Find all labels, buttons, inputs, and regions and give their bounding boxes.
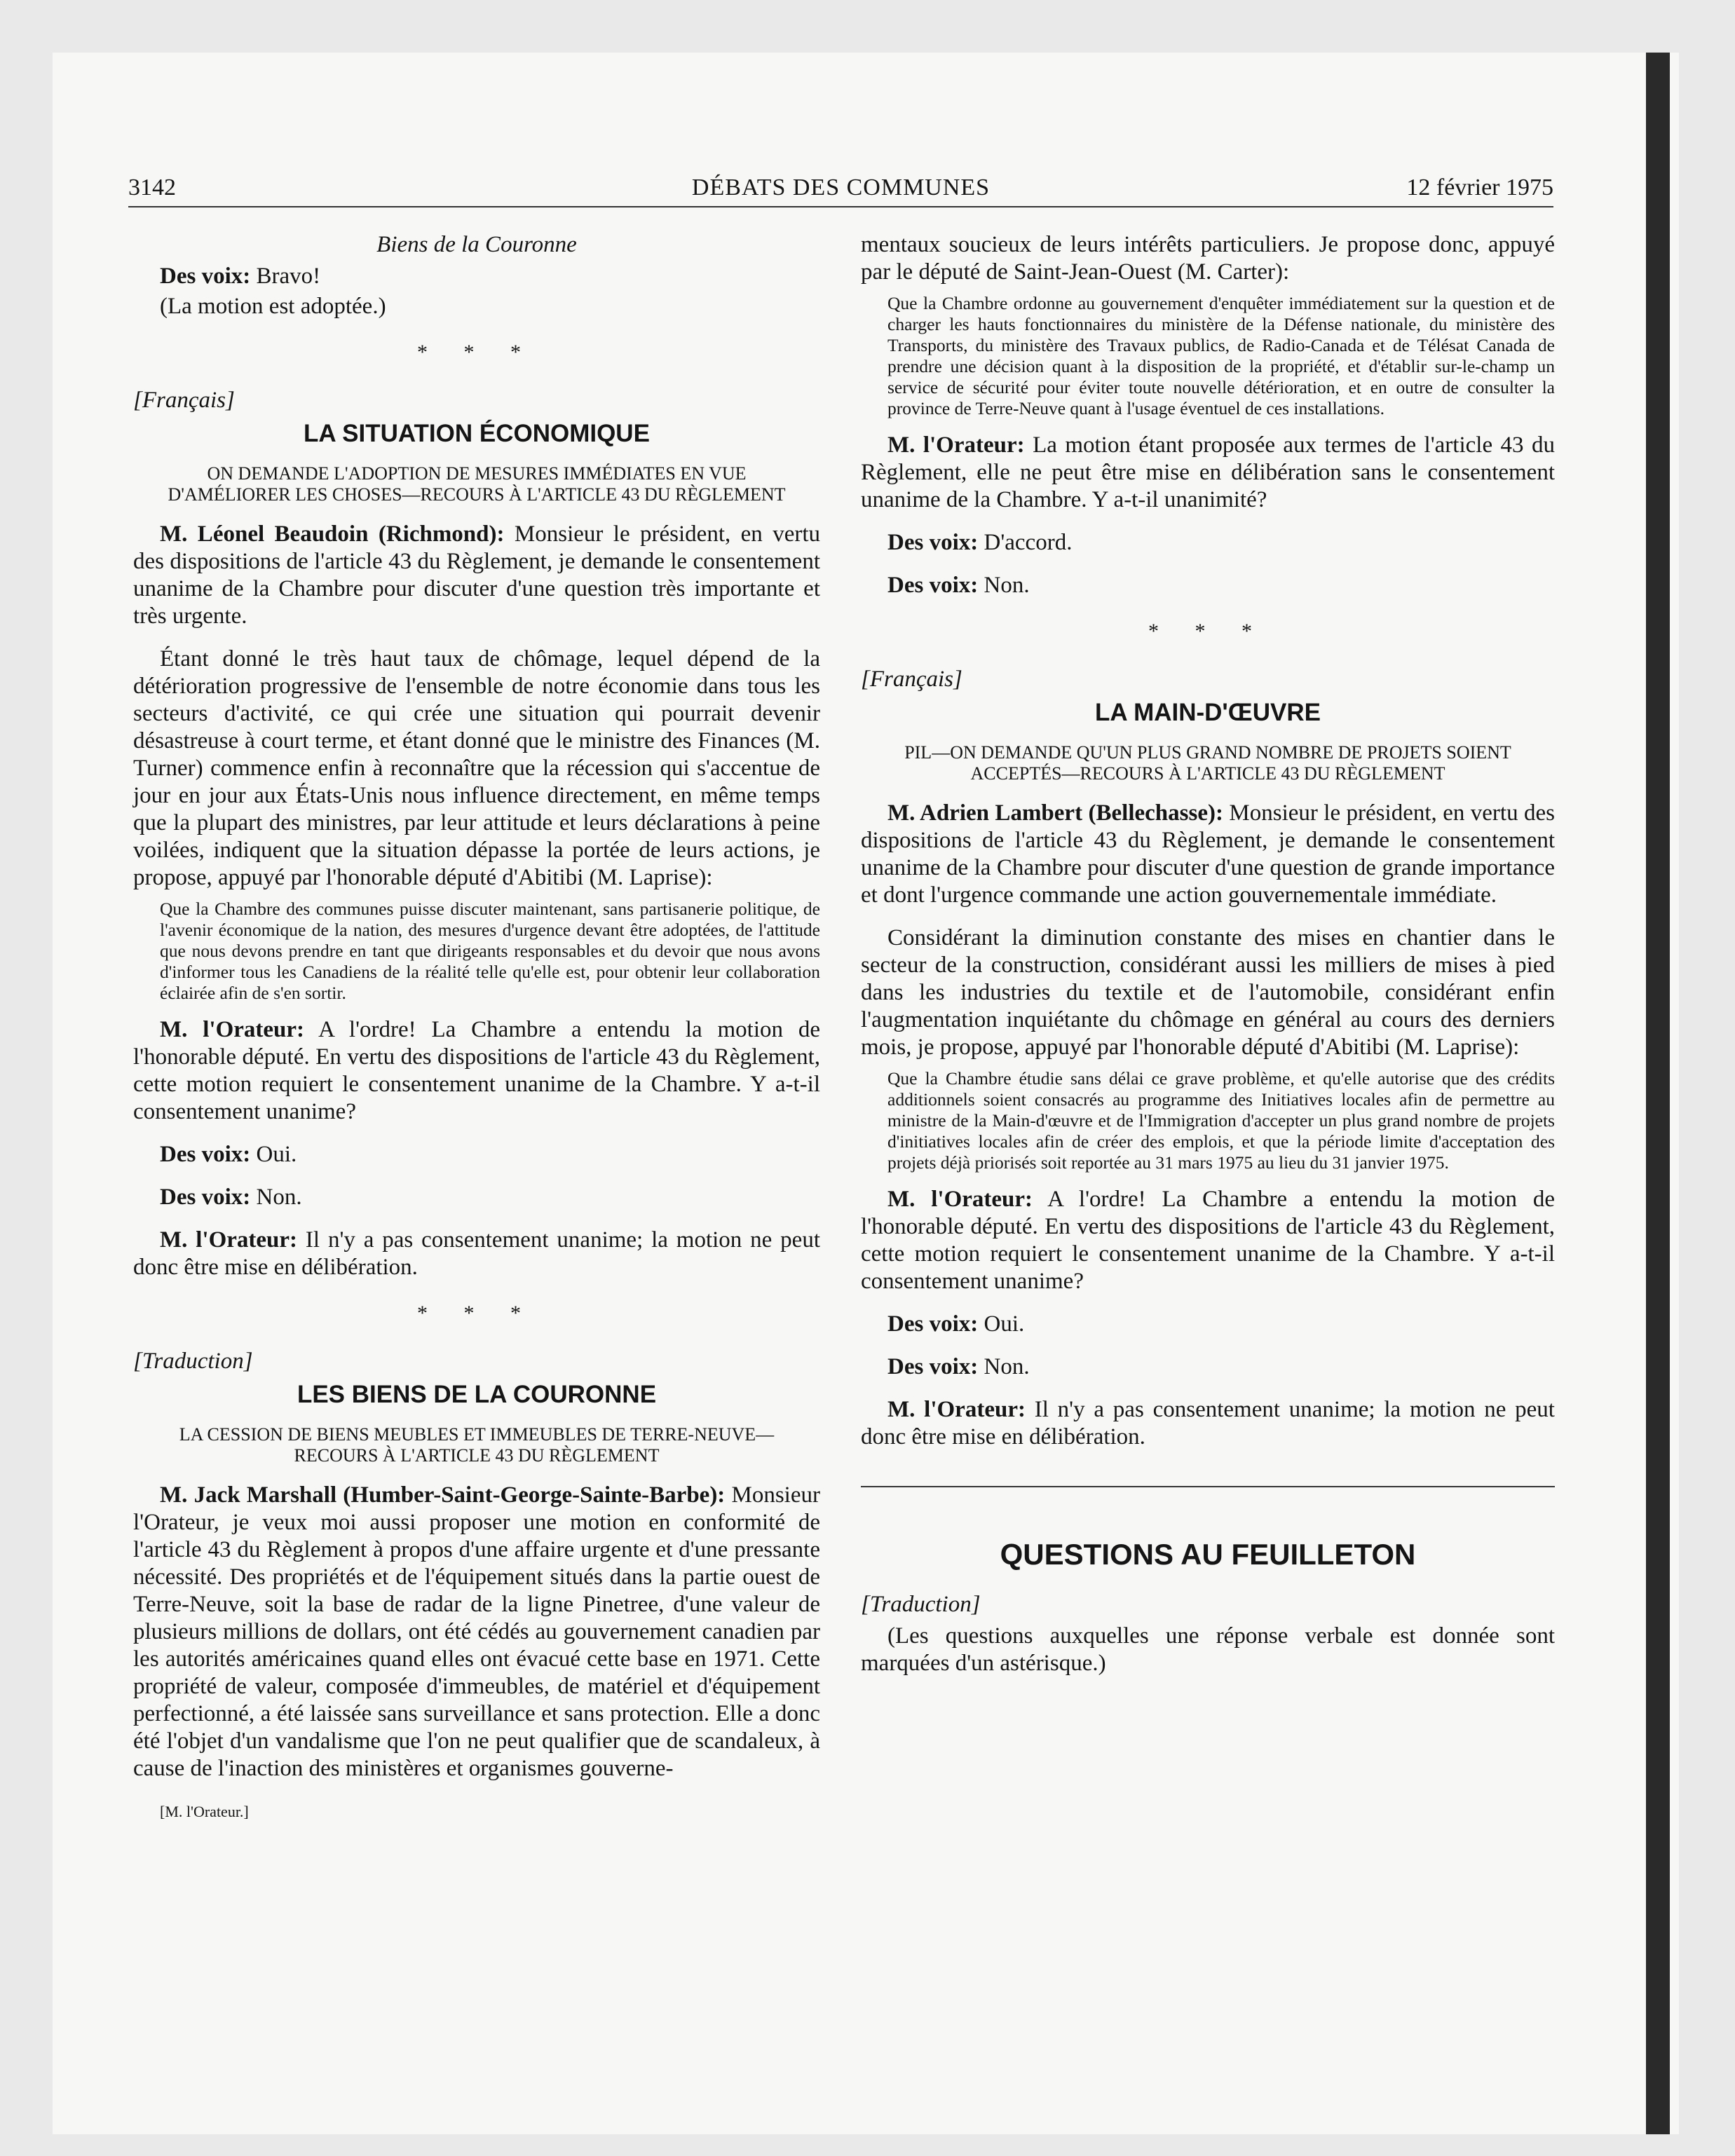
- voice-line: [133, 1141, 820, 1168]
- speech: D'accord.: [978, 530, 1073, 555]
- speaker: Des voix:: [160, 264, 251, 289]
- speech: Oui.: [250, 1142, 297, 1167]
- speech: Monsieur le président, en vertu des dispositions de l'article 43 du Règlement, je demande le consentement unanime de la Chambre pour discuter d'une question de grande importance et dont l'urgence commande une action gouvernementale immédiate.: [861, 800, 1555, 908]
- speech: A l'ordre! La Chambre a entendu la motion de l'honorable député. En vertu des dispositions de l'article 43 du Règlement, cette motion requiert le consentement unanime de la Chambre. Y a-t-il consentement unanime?: [133, 1017, 820, 1124]
- motion-text: Que la Chambre étudie sans délai ce grave problème, et qu'elle autorise que des crédits additionnels soient consacrés au programme des Initiatives locales afin de permettre au ministre de la Main-d'œuvre et de l'Immigration d'accepter un plus grand nombre de projets d'initiatives locales afin de créer des emplois, et que la période limite d'acceptation des projets déjà priorisés soit reportée au 31 mars 1975 au lieu du 31 janvier 1975.: [887, 1068, 1555, 1173]
- paragraph: [133, 1482, 820, 1782]
- speech: Il n'y a pas consentement unanime; la motion ne peut donc être mise en délibération.: [861, 1397, 1555, 1449]
- speech: La motion étant proposée aux termes de l'article 43 du Règlement, elle ne peut être mise en délibération sans le consentement unanime de la Chambre. Y a-t-il unanimité?: [861, 432, 1555, 512]
- page-number: 3142: [128, 175, 176, 200]
- paragraph: [861, 432, 1555, 514]
- major-heading: QUESTIONS AU FEUILLETON: [1000, 1538, 1416, 1571]
- speaker: M. Jack Marshall (Humber-Saint-George-Sainte-Barbe):: [160, 1482, 726, 1508]
- page-header: [128, 172, 1553, 207]
- paragraph: Considérant la diminution constante des mises en chantier dans le secteur de la construction, considérant aussi les milliers de mises à pied dans les industries du textile et de l'automobile, considérant enfin l'augmentation inquiétante du chômage en général au cours des derniers mois, je propose, appuyé par l'honorable député d'Abitibi (M. Laprise):: [861, 925, 1555, 1060]
- language-tag: [Français]: [133, 388, 235, 413]
- section-subheading: LA CESSION DE BIENS MEUBLES ET IMMEUBLES DE TERRE-NEUVE—RECOURS À L'ARTICLE 43 DU RÈGLEMENT: [179, 1424, 775, 1466]
- speech: Oui.: [978, 1311, 1025, 1337]
- continuation-note: [M. l'Orateur.]: [160, 1803, 249, 1820]
- speaker: M. l'Orateur:: [160, 1017, 305, 1042]
- language-tag: [Français]: [861, 667, 962, 692]
- voice-line: [861, 1353, 1555, 1381]
- paragraph: [133, 521, 820, 630]
- speaker: Des voix:: [160, 1142, 251, 1167]
- paragraph: mentaux soucieux de leurs intérêts particuliers. Je propose donc, appuyé par le député de Saint-Jean-Ouest (M. Carter):: [861, 232, 1555, 285]
- paragraph: [861, 1186, 1555, 1295]
- speaker: M. l'Orateur:: [887, 432, 1025, 458]
- section-subheading: ON DEMANDE L'ADOPTION DE MESURES IMMÉDIATES EN VUE D'AMÉLIORER LES CHOSES—RECOURS À L'ARTICLE 43 DU RÈGLEMENT: [168, 463, 786, 505]
- paragraph: Étant donné le très haut taux de chômage, lequel dépend de la détérioration progressive de l'ensemble de notre économie dans tous les secteurs d'activité, ce qui crée une situation qui pourrait devenir désastreuse à court terme, et étant donné que le ministre des Finances (M. Turner) commence enfin à reconnaître que la récession qui s'accentue de jour en jour aux États-Unis nous influence directement, en même temps que la plupart des ministres, par leur attitude et leurs déclarations à peine voilées, indiquent que la situation dépasse la portée de leurs actions, je propose, appuyé par l'honorable député d'Abitibi (M. Laprise):: [133, 646, 820, 890]
- voice-line: [861, 529, 1555, 557]
- paragraph: (Les questions auxquelles une réponse verbale est donnée sont marquées d'un astérisque.): [861, 1623, 1555, 1676]
- right-column: [861, 231, 1555, 1693]
- speech: Bravo!: [250, 264, 321, 289]
- speaker: M. l'Orateur:: [887, 1397, 1026, 1422]
- speaker: M. Adrien Lambert (Bellechasse):: [887, 800, 1223, 826]
- speech: Non.: [978, 573, 1030, 598]
- speaker: Des voix:: [887, 573, 979, 598]
- speaker: M. Léonel Beaudoin (Richmond):: [160, 521, 505, 547]
- section-separator: * * *: [417, 1302, 536, 1325]
- speech: Non.: [250, 1185, 302, 1210]
- binding-edge: [1646, 53, 1670, 2134]
- speech: A l'ordre! La Chambre a entendu la motion de l'honorable député. En vertu des dispositions de l'article 43 du Règlement, cette motion requiert le consentement unanime de la Chambre. Y a-t-il consentement unanime?: [861, 1187, 1555, 1294]
- speaker: M. l'Orateur:: [887, 1187, 1033, 1212]
- motion-text: Que la Chambre des communes puisse discuter maintenant, sans partisanerie politique, de l'avenir économique de la nation, des mesures d'urgence devant être adoptées, de l'attitude que nous devons prendre en tant que dirigeants responsables et du devoir que nous avons d'informer tous les Canadiens de la réalité telle qu'elle est, pour obtenir leur collaboration éclairée afin de s'en sortir.: [160, 899, 820, 1003]
- speech: Monsieur l'Orateur, je veux moi aussi proposer une motion en conformité de l'article 43 du Règlement à propos d'une affaire urgente et d'une pressante nécessité. Des propriétés et de l'équipement situés dans la partie ouest de Terre-Neuve, soit la base de radar de la ligne Pinetree, d'une valeur de plusieurs millions de dollars, ont été cédés au gouvernement canadien par les autorités américaines quand elles ont évacué cette base en 1971. Cette propriété de valeur, composée d'immeubles, de matériel et d'équipement perfectionné, a été laissée sans surveillance et sans protection. Elle a donc été l'objet d'un vandalisme que l'on ne peut qualifier que de scandaleux, à cause de l'inaction des ministères et organismes gouverne-: [133, 1482, 820, 1781]
- left-column: [133, 231, 820, 1825]
- paragraph: [133, 1016, 820, 1126]
- motion-adopted: (La motion est adoptée.): [160, 294, 386, 319]
- page-date: 12 février 1975: [1406, 175, 1553, 200]
- publication-title: DÉBATS DES COMMUNES: [691, 175, 991, 200]
- paragraph: [861, 1396, 1555, 1451]
- section-divider: [861, 1486, 1555, 1487]
- speech: Monsieur le président, en vertu des dispositions de l'article 43 du Règlement, je demande le consentement unanime de la Chambre pour discuter d'une question très importante et très urgente.: [133, 521, 820, 629]
- section-separator: * * *: [417, 341, 536, 364]
- language-tag: [Traduction]: [133, 1349, 253, 1374]
- section-heading: LES BIENS DE LA COURONNE: [297, 1381, 657, 1408]
- voice-line: [861, 1311, 1555, 1338]
- voice-line: [133, 263, 820, 290]
- section-heading: LA SITUATION ÉCONOMIQUE: [304, 420, 650, 447]
- speaker: Des voix:: [160, 1185, 251, 1210]
- section-label: Biens de la Couronne: [376, 232, 577, 257]
- speaker: Des voix:: [887, 530, 979, 555]
- paragraph: [861, 800, 1555, 909]
- voice-line: [133, 1184, 820, 1211]
- motion-text: Que la Chambre ordonne au gouvernement d'enquêter immédiatement sur la question et de charger les hauts fonctionnaires du ministère de la Défense nationale, du ministère des Transports, du ministère des Travaux publics, de Radio-Canada et de Télésat Canada de prendre une décision quant à la disposition de la propriété, et d'établir sur-le-champ un service de sécurité pour éviter toute nouvelle détérioration, et en outre de consulter la province de Terre-Neuve quant à l'usage éventuel de ces installations.: [887, 293, 1555, 418]
- paragraph: [133, 1227, 820, 1281]
- speaker: Des voix:: [887, 1311, 979, 1337]
- speaker: Des voix:: [887, 1354, 979, 1379]
- voice-line: [861, 572, 1555, 599]
- speech: Il n'y a pas consentement unanime; la motion ne peut donc être mise en délibération.: [133, 1227, 820, 1280]
- section-separator: * * *: [1148, 620, 1267, 643]
- section-subheading: PIL—ON DEMANDE QU'UN PLUS GRAND NOMBRE DE PROJETS SOIENT ACCEPTÉS—RECOURS À L'ARTICLE 43 DU RÈGLEMENT: [904, 742, 1511, 784]
- speech: Non.: [978, 1354, 1030, 1379]
- section-heading: LA MAIN-D'ŒUVRE: [1094, 699, 1321, 726]
- language-tag: [Traduction]: [861, 1592, 981, 1617]
- speaker: M. l'Orateur:: [160, 1227, 298, 1253]
